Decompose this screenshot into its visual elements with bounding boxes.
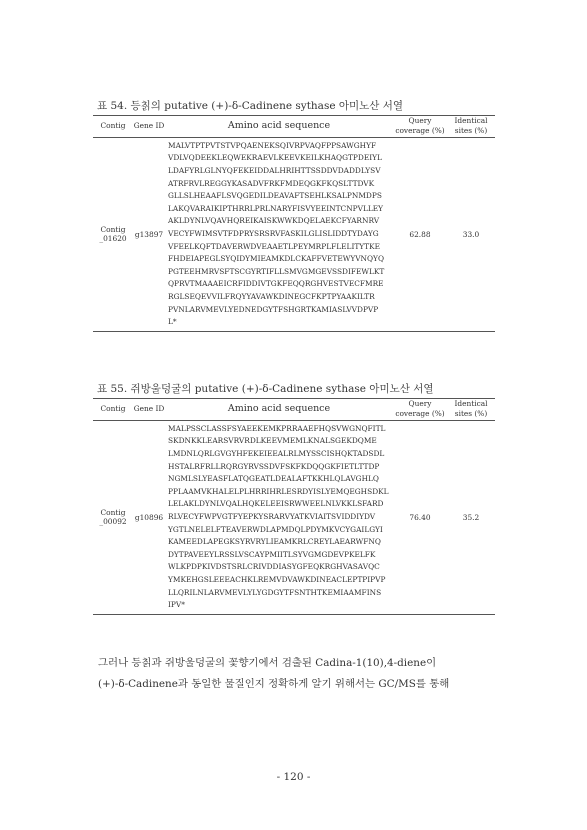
table-row — [93, 137, 495, 331]
sequence-line: LDAFYRLGLNYQFEKEIDDALHRIHTTSSDDVDADDLYSV — [168, 166, 381, 175]
page-number: - 120 - — [276, 771, 311, 783]
sequence-line: MALPSSCLASSFSYAEEKEMKPRRAAEFHQSVWGNQFITL — [168, 423, 386, 433]
table-header-row — [93, 399, 495, 421]
sequence-line: VDLVQDEEKLEQWEKRAEVLKEEVKEILKHAQGTPDEIYL — [168, 153, 382, 163]
sequence-line: SKDNKKLEARSVRVRDLKEEVMEMLKNALSGEKDQME — [168, 436, 377, 446]
table-54 — [93, 115, 495, 332]
sequence-line: DYTPAVEEYLRSSLVSCAYPMIITLSYVGMGDEVPKELFK — [168, 549, 376, 559]
sequence-line: LLQRILNLARVMEVLYLYGDGYTFSNTHTKEMIAAMFINS — [168, 587, 382, 597]
sequence-line: LMDNLQRLGVGYHFEKEIEEALRLMYSSCISHQKTADSDL — [168, 449, 385, 458]
header-query-coverage: Query coverage (%) — [393, 399, 447, 421]
sequence-line: QPRVTMAAAEICRFIDDIVTGKFEQQRGHVESTVECFMRE — [168, 279, 384, 289]
sequence-line: RLVECYFWPVGTFYEPKYSRARVYATKVIAITSVIDDIYDV — [168, 511, 376, 521]
cell-query-coverage: 76.40 — [393, 420, 447, 614]
table-55 — [93, 398, 495, 615]
sequence-line: LAKQVARAIKIPTHRRLPRLNARYFISVYEEINTCNPVLLEY — [168, 203, 384, 213]
cell-contig: Contig _00092 — [93, 420, 133, 614]
sequence-line: WLKPDPKIVDSTSRLCRIVDDIASYGFEQKRGHVASAVQC — [168, 562, 380, 572]
sequence-line: L* — [168, 317, 177, 327]
header-identical-sites: Identical sites (%) — [447, 399, 495, 421]
sequence-line: MALVTPTPVTSTVPQAENEKSQIVRPVAQFPPSAWGHYF — [168, 140, 377, 150]
cell-contig: Contig _01620 — [93, 137, 133, 331]
sequence-line: LELAKLDYNLVQALHQKELEEISRWWEELNLVKKLSFARD — [168, 499, 384, 509]
sequence-line: FHDEIAPEGLSYQIDYMIEAMKDLCKAFFVETEWYVNQYQ — [168, 254, 384, 264]
table-55-caption: 표 55. 쥐방울덩굴의 putative (+)-δ-Cadinene sythase 아미노산 서열 — [97, 383, 434, 395]
table-header-row — [93, 116, 495, 138]
sequence-line: PVNLARVMEVLYEDNEDGYTFSHGRTKAMIASLVVDPVP — [168, 304, 379, 314]
paragraph-line: 그러나 등칡과 쥐방울덩굴의 꽃향기에서 검출된 Cadina-1(10),4-diene이 — [98, 657, 437, 669]
sequence-line: VFEELKQFTDAVERWDVEAAETLPEYMRPLFLELITYTKE — [168, 241, 381, 251]
cell-identical-sites: 33.0 — [447, 137, 495, 331]
table-54-caption: 표 54. 등칡의 putative (+)-δ-Cadinene sythase 아미노산 서열 — [97, 100, 404, 112]
cell-query-coverage: 62.88 — [393, 137, 447, 331]
cell-sequence — [165, 420, 393, 614]
sequence-line: GLLSLHEAAFLSVQGEDILDEAVAFTSEHLKSALPNMDPS — [168, 191, 382, 201]
cell-gene-id: g13897 — [133, 137, 165, 331]
sequence-line: YGTLNELELFTEAVERWDLAPMDQLPDYMKVCYGAILGYI — [168, 524, 383, 534]
sequence-line: PGTEEHMRVSFTSCGYRTIFLLSMVGMGEVSSDIFEWLKT — [168, 266, 385, 276]
cell-identical-sites: 35.2 — [447, 420, 495, 614]
paragraph-line: (+)-δ-Cadinene과 동일한 물질인지 정확하게 알기 위해서는 GC/MS를 통해 — [98, 678, 450, 690]
header-contig: Contig — [93, 399, 133, 421]
sequence-line: PPLAAMVKHALELPLHRRIHRLESRDYISLYEMQEGHSDKL — [168, 486, 389, 496]
sequence-line: AKLDYNLVQAVHQREIKAISKWWKDQELAEKCFYARNRV — [168, 216, 380, 226]
sequence-line: VECYFWIMSVTFDPRYSRSRVFASKILGLISLIDDTYDAYG — [168, 228, 379, 238]
body-paragraph — [98, 653, 518, 695]
header-identical-sites: Identical sites (%) — [447, 116, 495, 138]
header-amino-acid-sequence: Amino acid sequence — [165, 399, 393, 421]
cell-gene-id: g10896 — [133, 420, 165, 614]
cell-sequence — [165, 137, 393, 331]
sequence-line: YMKEHGSLEEEACHKLREMVDVAWKDINEACLEPTPIPVP — [168, 574, 386, 584]
header-query-coverage: Query coverage (%) — [393, 116, 447, 138]
sequence-line: KAMEEDLAPEGKSYRVRYLIEAMKRLCREYLAEARWFNQ — [168, 537, 381, 547]
header-amino-acid-sequence: Amino acid sequence — [165, 116, 393, 138]
sequence-line: ATRFRVLREGGYKASADVFRKFMDEQGKFKQSLTTDVK — [168, 178, 375, 188]
header-gene-id: Gene ID — [133, 116, 165, 138]
sequence-line: HSTALRFRLLRQRGYRVSSDVFSKFKDQQGKFIETLTTDP — [168, 461, 380, 471]
table-row — [93, 420, 495, 614]
sequence-line: RGLSEQEVVILFRQYYAVAWKDINEGCFKPTPYAAKILTR — [168, 291, 375, 301]
sequence-line: NGMLSLYEASFLATQGEATLDEALAFTKKHLQLAVGHLQ — [168, 474, 379, 484]
header-gene-id: Gene ID — [133, 399, 165, 421]
header-contig: Contig — [93, 116, 133, 138]
sequence-line: IPV* — [168, 600, 185, 610]
